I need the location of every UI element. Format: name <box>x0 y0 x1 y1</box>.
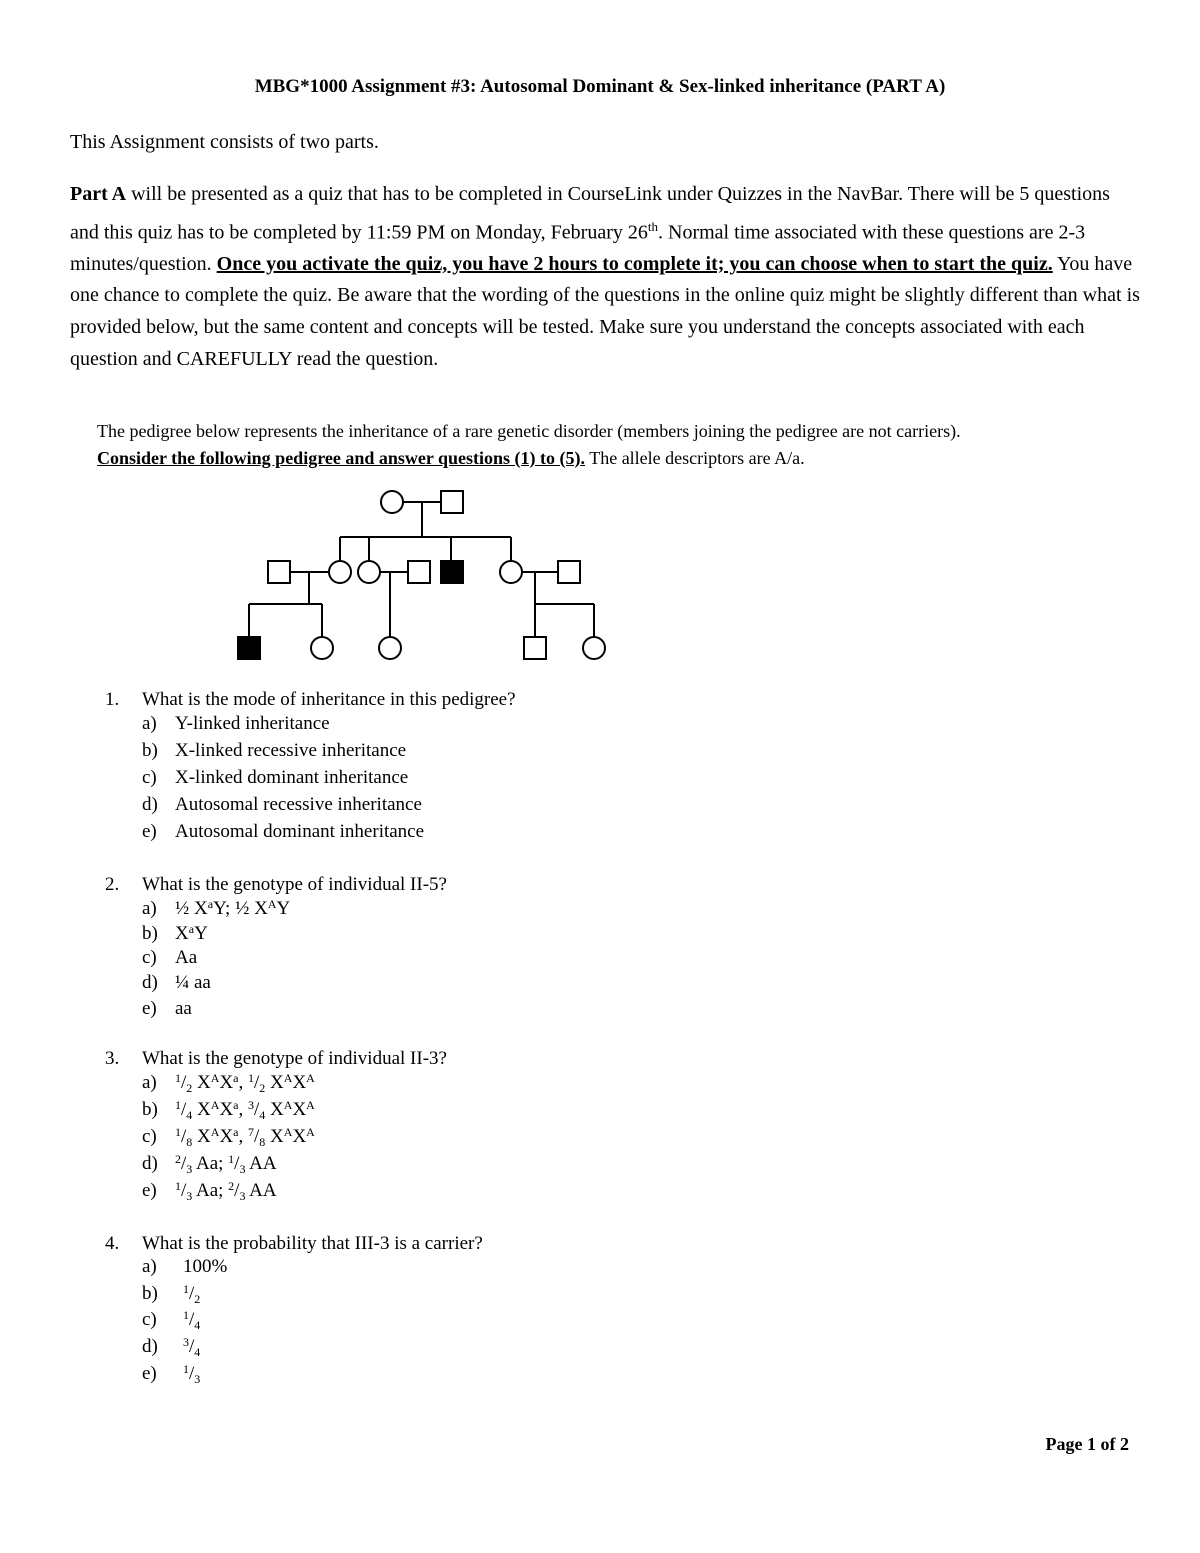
question-3: 3. What is the genotype of individual II-3? <box>105 1048 447 1069</box>
pedigree-II-3-female <box>358 561 380 583</box>
pedigree-II-6-female <box>500 561 522 583</box>
pedigree-II-5-male-affected <box>441 561 463 583</box>
q1-option-b: b) X-linked recessive inheritance <box>142 740 407 761</box>
q2-option-c: c) Aa <box>142 947 198 968</box>
q3-option-e: e) $^1/_3$ Aa; $^2/_3$ AA <box>142 1179 277 1203</box>
q3-option-d: d) $^2/_3$ Aa; $^1/_3$ AA <box>142 1152 277 1176</box>
q4-option-b: b) $^1/_2$ <box>142 1282 201 1306</box>
q4-option-d: d) $^3/_4$ <box>142 1335 201 1359</box>
intro-text: This Assignment consists of two parts. <box>70 131 379 153</box>
pedigree-II-4-male <box>408 561 430 583</box>
q2-option-d: d) ¼ aa <box>142 972 211 993</box>
page-title: MBG*1000 Assignment #3: Autosomal Dominant & Sex-linked inheritance (PART A) <box>254 76 946 97</box>
pedigree-III-5-female <box>583 637 605 659</box>
q1-option-a: a) Y-linked inheritance <box>142 713 330 734</box>
q4-option-c: c) $^1/_4$ <box>142 1308 201 1332</box>
q1-option-e: e) Autosomal dominant inheritance <box>142 821 425 842</box>
question-4: 4. What is the probability that III-3 is a carrier? <box>105 1233 483 1254</box>
pedigree-II-7-male <box>558 561 580 583</box>
pedigree-II-2-female <box>329 561 351 583</box>
q2-option-b: b) $X^aY$ <box>142 922 208 944</box>
pedigree-I-2-male <box>441 491 463 513</box>
pedigree-instruction: Consider the following pedigree and answer questions (1) to (5). <box>97 448 586 468</box>
q4-option-a: a) 100% <box>142 1256 228 1277</box>
q2-option-e: e) aa <box>142 998 192 1019</box>
pedigree-III-2-female <box>311 637 333 659</box>
q4-option-e: e) $^1/_3$ <box>142 1362 201 1386</box>
pedigree-II-1-male <box>268 561 290 583</box>
q3-option-b: b) $^1/_4$ $X^AX^a$, $^3/_4$ $X^AX^A$ <box>142 1098 315 1122</box>
pedigree-III-3-female <box>379 637 401 659</box>
pedigree-I-1-female <box>381 491 403 513</box>
q1-option-c: c) X-linked dominant inheritance <box>142 767 409 788</box>
pedigree-III-1-male-affected <box>238 637 260 659</box>
quiz-time-notice: Once you activate the quiz, you have 2 hours to complete it; you can choose when to start the quiz. <box>216 252 1053 275</box>
q1-option-d: d) Autosomal recessive inheritance <box>142 794 422 815</box>
pedigree-intro: The pedigree below represents the inheritance of a rare genetic disorder (members joining the pedigree are not carriers). Consider the following pedigree and answer questions (1) to (5). The allele descriptors are A/a. <box>97 421 961 468</box>
question-2: 2. What is the genotype of individual II-5? <box>105 874 447 895</box>
q3-option-a: a) $^1/_2$ $X^AX^a$, $^1/_2$ $X^AX^A$ <box>142 1071 315 1095</box>
part-a-paragraph: Part A will be presented as a quiz that has to be completed in CourseLink under Quizzes in the NavBar. There will be 5 questions and this quiz has to be completed by 11:59 PM on Monday, February 26th. Normal time associated with these questions are 2-3 minutes/question. Once you activate the quiz, you have 2 hours to complete it; you can choose when to start the quiz. You have one chance to complete the quiz. Be aware that the wording of the questions in the online quiz might be slightly different than what is provided below, but the same content and concepts will be tested. Make sure you understand the concepts associated with each question and CAREFULLY read the question. <box>70 183 1140 370</box>
question-1: 1. What is the mode of inheritance in this pedigree? <box>105 689 516 710</box>
q2-option-a: a) ½ $X^aY$; ½ $X^AY$ <box>142 897 291 919</box>
q3-option-c: c) $^1/_8$ $X^AX^a$, $^7/_8$ $X^AX^A$ <box>142 1125 315 1149</box>
pedigree-III-4-male <box>524 637 546 659</box>
page-number: Page 1 of 2 <box>1045 1434 1129 1454</box>
part-a-label: Part A <box>70 183 127 205</box>
